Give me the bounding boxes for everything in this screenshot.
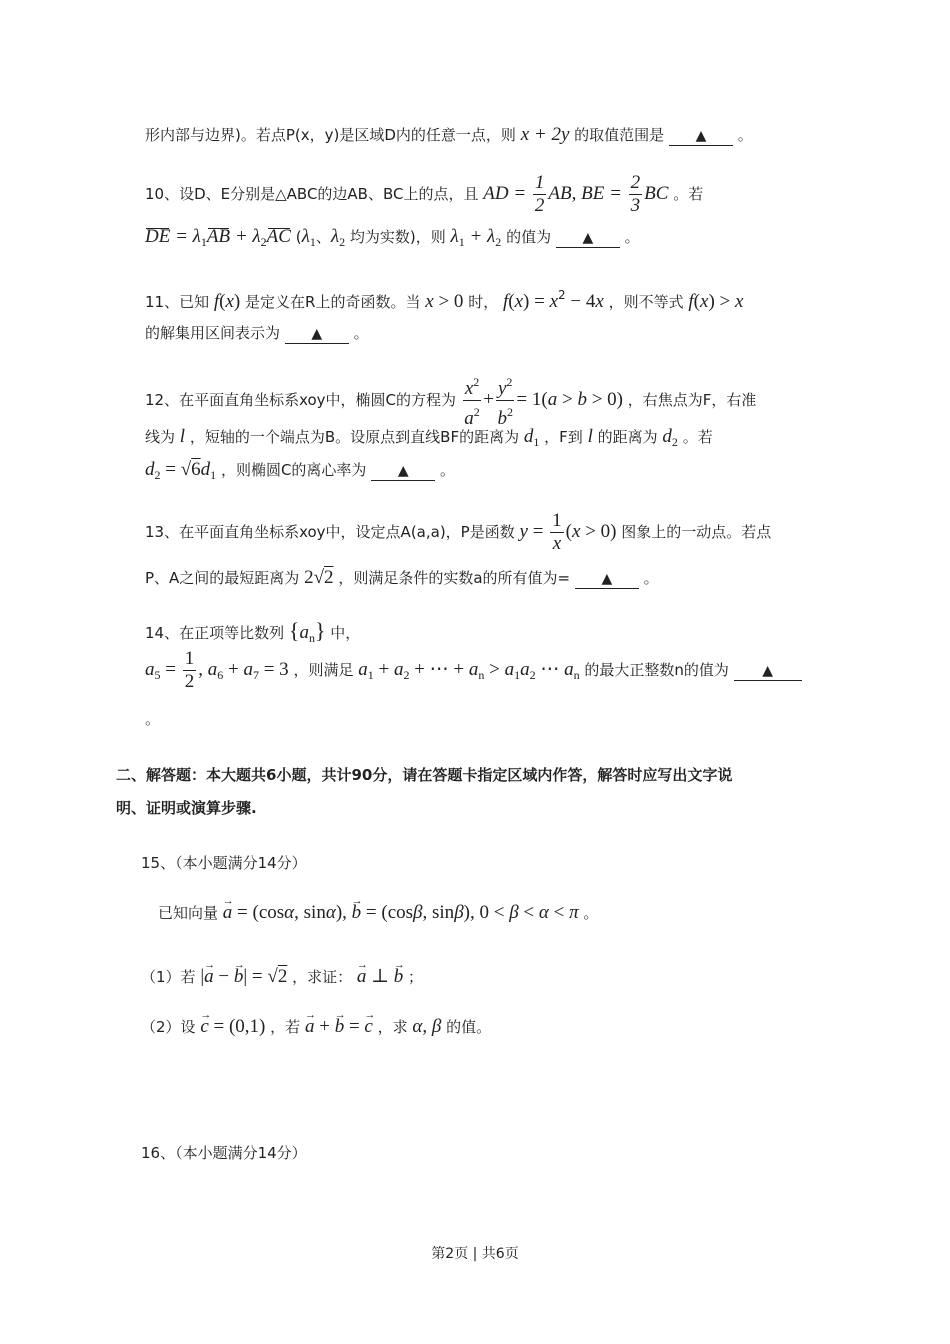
q15-header-text: 15、（本小题满分14分） <box>141 854 307 872</box>
q15-part2-text-1: （2）设 <box>141 1018 196 1036</box>
q13-text-3: P、A之间的最短距离为 <box>145 569 300 587</box>
fraction-one-half-q14: $\frac{1}{2}$ <box>184 648 195 692</box>
q9-text-2: 的取值范围是 <box>574 126 665 144</box>
q14-text-3: ，则满足 <box>293 661 354 679</box>
q12-text-9: 。 <box>439 461 455 479</box>
q13-line-2: P、A之间的最短距离为 2√2 ，则满足条件的实数a的所有值为= ▲ 。 <box>145 567 659 588</box>
q13-text-5: 。 <box>643 569 659 587</box>
fraction-y2-b2: $\frac{y^2}{b^2}$ <box>496 371 514 430</box>
q12-text-8: ，则椭圆C的离心率为 <box>220 461 367 479</box>
q10-text-5: 。 <box>624 228 640 246</box>
q10-line-1 <box>145 172 703 217</box>
fraction-one-half: $\frac{1}{2}$ <box>534 172 545 216</box>
q14-text-2: 中， <box>330 624 361 642</box>
q12-text-5: ，F到 <box>544 428 583 446</box>
q11-line-1: 11、已知 f(x) 是定义在R上的奇函数。当 x > 0 时， $f(x) = x^2 - 4x$ ，则不等式 f(x) > x <box>145 288 744 312</box>
q15-part2-text-3: ，求 <box>377 1018 408 1036</box>
q12-text-1: 12、在平面直角坐标系xoy中，椭圆C的方程为 <box>145 391 457 409</box>
q9-text-1: 形内部与边界)。若点P(x，y)是区域D内的任意一点，则 <box>145 126 516 144</box>
q10-condition: AD = $\frac{1}{2}$ AB, BE = $\frac{2}{3}$ BC <box>483 172 669 216</box>
q14-text-4: 的最大正整数n的值为 <box>584 661 729 679</box>
answer-blank: ▲ <box>556 229 620 248</box>
section2-heading-text-2: 明、证明或演算步骤. <box>116 799 257 817</box>
q10-text-3: 均为实数)，则 <box>349 228 446 246</box>
q10-text-4: 的值为 <box>506 228 552 246</box>
q14-text-5: 。 <box>145 710 161 728</box>
q13-text-1: 13、在平面直角坐标系xoy中，设定点A(a,a)，P是函数 <box>145 523 515 541</box>
q14-line-3 <box>145 708 160 730</box>
q15-part2-text-4: 的值。 <box>446 1018 492 1036</box>
q11-text-4: ，则不等式 <box>608 293 684 311</box>
fraction-1-x: $\frac{1}{x}$ <box>552 510 562 554</box>
q11-text-6: 。 <box>353 324 369 342</box>
q11-line-2 <box>145 322 369 344</box>
q11-text-2: 是定义在R上的奇函数。当 <box>245 293 421 311</box>
answer-blank: ▲ <box>371 462 435 481</box>
q12-text-2: ，右焦点为F，右准 <box>627 391 757 409</box>
q14-text-1: 14、在正项等比数列 <box>145 624 285 642</box>
q10-text-1: 10、设D、E分别是△ABC的边AB、BC上的点，且 <box>145 184 479 203</box>
q16-header <box>141 1142 307 1164</box>
q15-part2-text-2: ，若 <box>270 1018 301 1036</box>
q15-part2: （2）设 → c = (0,1) ，若 → a + → b = → c ，求 α, β 的值。 <box>141 1016 491 1038</box>
q12-line-2: 线为 l ，短轴的一个端点为B。设原点到直线BF的距离为 $d_1$ ，F到 l 的距离为 $d_2$ 。若 <box>145 426 713 449</box>
q14-line-2: $a_5$ = $\frac{1}{2}$ , $a_6 + a_7 = 3$ ，则满足 $a_1 + a_2$ + ⋯ + $a_n > a_1a_2$ ⋯ $a_n$ 的最大正整数n的值为 ▲ <box>145 648 802 693</box>
q15-stem: 已知向量 → a = (cosα, sinα), → b = (cosβ, sinβ), 0 < β < α < π 。 <box>158 902 598 924</box>
section2-heading-text-1: 二、解答题：本大题共6小题，共计90分，请在答题卡指定区域内作答，解答时应写出文字说 <box>116 766 733 784</box>
q16-header-text: 16、（本小题满分14分） <box>141 1144 307 1162</box>
q10-text-2: 。若 <box>673 184 704 203</box>
fraction-x2-a2: $\frac{x^2}{a^2}$ <box>463 371 481 430</box>
page-footer: 第2页 | 共6页 <box>431 1246 519 1262</box>
fraction-two-thirds: $\frac{2}{3}$ <box>630 172 641 216</box>
q11-text-5: 的解集用区间表示为 <box>145 324 281 342</box>
q9-expression: x + 2y <box>520 124 570 145</box>
q12-line-1: 12、在平面直角坐标系xoy中，椭圆C的方程为 $\frac{x^2}{a^2}$ + $\frac{y^2}{b^2}$ = 1(a > b > 0) ，右焦点为F，右准 <box>145 371 756 430</box>
q9-text-3: 。 <box>737 126 753 144</box>
q12-text-4: ，短轴的一个端点为B。设原点到直线BF的距离为 <box>189 428 520 446</box>
answer-blank: ▲ <box>669 127 733 146</box>
q12-text-6: 的距离为 <box>597 428 658 446</box>
q15-part1-text-1: （1）若 <box>141 968 196 986</box>
q13-text-2: 图象上的一动点。若点 <box>621 523 772 541</box>
q14-line-1: 14、在正项等比数列 $\{a_n\}$ 中， <box>145 618 361 645</box>
q12-line-3: $d_2 = √6d_1$ ，则椭圆C的离心率为 ▲ 。 <box>145 459 455 482</box>
q15-part1-text-3: ； <box>408 968 424 986</box>
answer-blank: ▲ <box>575 570 639 589</box>
q10-line-2: DE = $\lambda_1AB + \lambda_2AC$ ($\lambda_1$、$\lambda_2$ 均为实数)，则 $\lambda_1 + \lambda_2$ 的值为 ▲ 。 <box>145 226 640 249</box>
section2-heading-line2 <box>116 797 257 819</box>
q10-vector-equation: DE = $\lambda_1AB + \lambda_2AC$ <box>145 226 291 249</box>
q11-text-3: 时， <box>468 293 499 311</box>
q15-stem-text-1: 已知向量 <box>158 904 219 922</box>
q12-text-7: 。若 <box>682 428 713 446</box>
q9-tail-line <box>145 124 753 146</box>
q13-text-4: ，则满足条件的实数a的所有值为= <box>338 569 571 587</box>
q13-line-1: 13、在平面直角坐标系xoy中，设定点A(a,a)，P是函数 y = $\frac{1}{x}$ (x > 0) 图象上的一动点。若点 <box>145 510 772 554</box>
section2-heading-line1 <box>116 764 732 786</box>
q15-stem-text-2: 。 <box>583 904 599 922</box>
q15-header <box>141 852 307 874</box>
q12-text-3: 线为 <box>145 428 176 446</box>
answer-blank: ▲ <box>734 662 802 681</box>
q15-part1: （1）若 |→ a − → b| = √2 ，求证： → a ⊥ → b ； <box>141 966 423 988</box>
answer-blank: ▲ <box>285 325 349 344</box>
q11-text-1: 11、已知 <box>145 293 210 311</box>
q15-part1-text-2: ，求证： <box>292 968 353 986</box>
